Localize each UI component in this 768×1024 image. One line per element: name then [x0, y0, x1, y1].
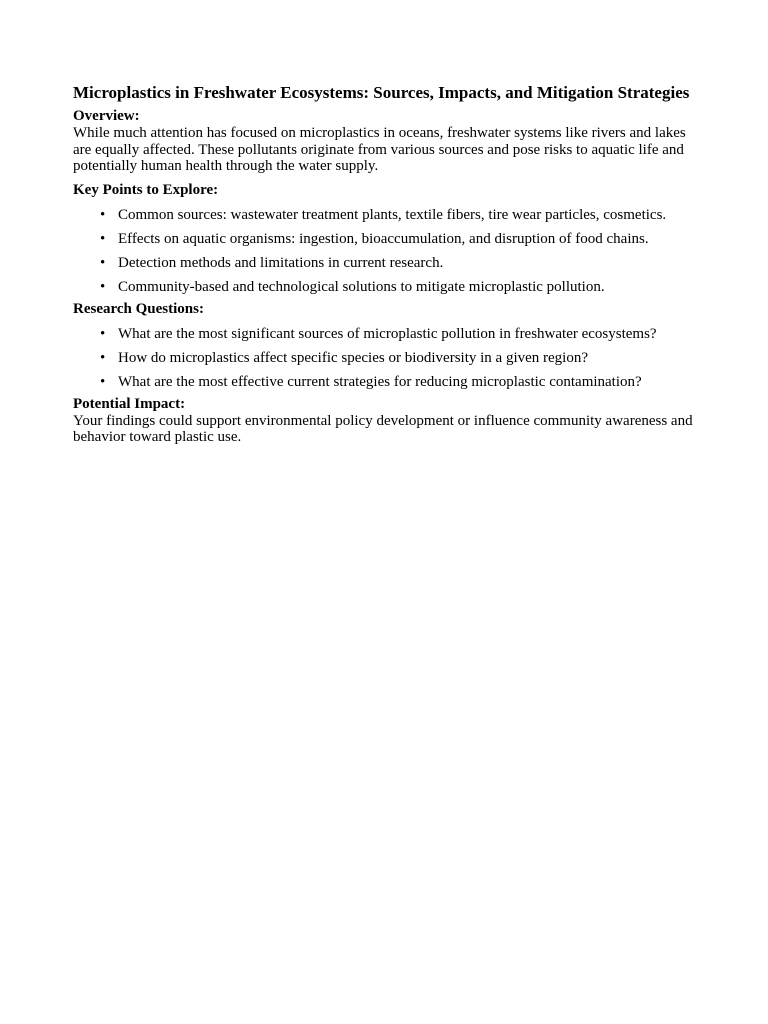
research-questions-list [73, 326, 698, 391]
bullet-icon: • [100, 349, 106, 366]
overview-heading: Overview: [73, 108, 140, 124]
document-title: Microplastics in Freshwater Ecosystems: Sources, Impacts, and Mitigation Strategies [73, 83, 690, 102]
list-item [73, 279, 698, 296]
potential-impact-text: Your findings could support environmental policy development or influence community awareness and behavior toward plastic use. [73, 412, 693, 445]
bullet-icon: • [100, 278, 106, 295]
bullet-icon: • [100, 325, 106, 342]
key-points-list [73, 207, 698, 296]
list-item [73, 255, 698, 272]
bullet-icon: • [100, 373, 106, 390]
list-item-text: How do microplastics affect specific species or biodiversity in a given region? [118, 349, 588, 366]
list-item-text: Effects on aquatic organisms: ingestion, bioaccumulation, and disruption of food chains. [118, 230, 649, 247]
list-item-text: What are the most effective current strategies for reducing microplastic contamination? [118, 373, 642, 390]
list-item [73, 350, 698, 367]
list-item-text: What are the most significant sources of microplastic pollution in freshwater ecosystems? [118, 325, 657, 342]
list-item [73, 326, 698, 343]
potential-impact-heading: Potential Impact: [73, 395, 186, 412]
bullet-icon: • [100, 206, 106, 223]
overview-section [73, 108, 698, 175]
list-item-text: Detection methods and limitations in current research. [118, 254, 444, 271]
overview-text: While much attention has focused on microplastics in oceans, freshwater systems like rivers and lakes are equally affected. These pollutants originate from various sources and pose risks to aquatic life and potentially human health through the water supply. [73, 125, 686, 174]
bullet-icon: • [100, 230, 106, 247]
list-item-text: Common sources: wastewater treatment plants, textile fibers, tire wear particles, cosmetics. [118, 206, 667, 223]
list-item [73, 374, 698, 391]
key-points-section [73, 182, 698, 296]
list-item [73, 231, 698, 248]
list-item-text: Community-based and technological solutions to mitigate microplastic pollution. [118, 278, 605, 295]
list-item [73, 207, 698, 224]
potential-impact-section [73, 396, 698, 446]
document-page [73, 83, 698, 446]
research-questions-heading: Research Questions: [73, 300, 204, 317]
key-points-heading: Key Points to Explore: [73, 181, 219, 198]
bullet-icon: • [100, 254, 106, 271]
research-questions-section [73, 301, 698, 391]
